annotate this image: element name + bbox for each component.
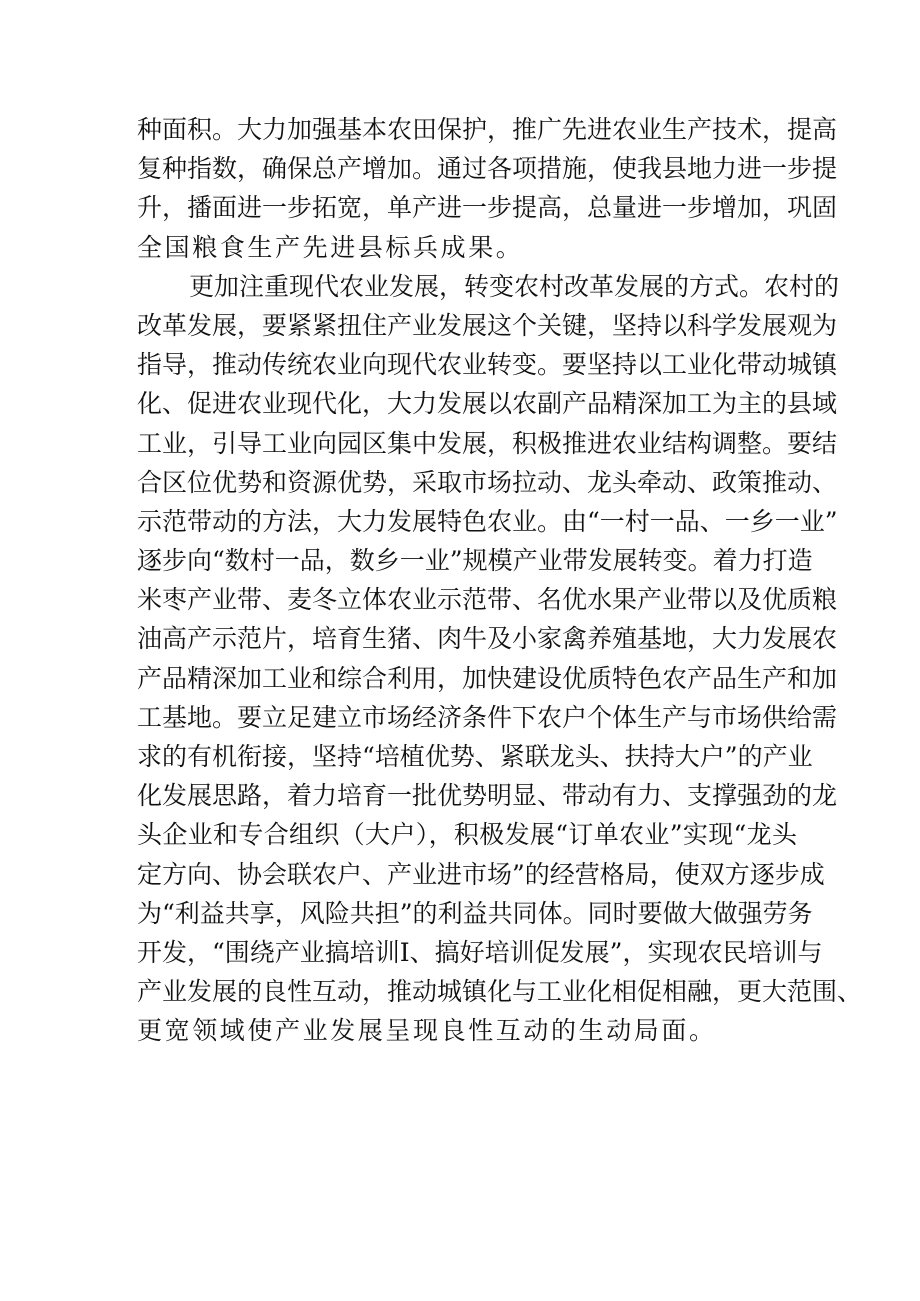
text-line: 化、促进农业现代化，大力发展以农副产品精深加工为主的县域 (137, 389, 838, 419)
text-line: 米枣产业带、麦冬立体农业示范带、名优水果产业带以及优质粮 (137, 585, 838, 615)
text-line: 定方向、协会联农户、产业进市场”的经营格局，使双方逐步成 (137, 859, 825, 889)
text-line: 产业发展的良性互动，推动城镇化与工业化相促相融，更大范围、 (137, 977, 863, 1007)
text-line: 化发展思路，着力培育一批优势明显、带动有力、支撑强劲的龙 (137, 781, 838, 811)
text-line: 改革发展，要紧紧扭住产业发展这个关键，坚持以科学发展观为 (137, 310, 838, 340)
text-line: 更宽领域使产业发展呈现良性互动的生动局面。 (137, 1016, 717, 1046)
text-line: 工基地。要立足建立市场经济条件下农户个体生产与市场供给需 (137, 702, 838, 732)
text-line: 开发，“围绕产业搞培训Ⅰ、搞好培训促发展”，实现农民培训与 (137, 937, 823, 967)
text-line: 指导，推动传统农业向现代农业转变。要坚持以工业化带动城镇 (137, 350, 838, 380)
text-line: 求的有机衔接，坚持“培植优势、紧联龙头、扶持大户”的产业 (137, 742, 813, 771)
text-line: 更加注重现代农业发展，转变农村改革发展的方式。农村的 (189, 271, 840, 301)
text-line: 合区位优势和资源优势，采取市场拉动、龙头牵动、政策推动、 (137, 467, 838, 497)
text-line: 油高产示范片，培育生猪、肉牛及小家禽养殖基地，大力发展农 (137, 624, 838, 654)
body-text (137, 110, 863, 1051)
text-line: 复种指数，确保总产增加。通过各项措施，使我县地力进一步提 (137, 154, 838, 184)
text-line: 产品精深加工业和综合利用，加快建设优质特色农产品生产和加 (137, 663, 838, 693)
text-line: 为“利益共享，风险共担”的利益共同体。同时要做大做强劳务 (137, 898, 813, 928)
text-line: 工业，引导工业向园区集中发展，积极推进农业结构调整。要结 (137, 428, 838, 458)
text-line: 逐步向“数村一品，数乡一业”规模产业带发展转变。着力打造 (137, 546, 813, 576)
text-line: 全国粮食生产先进县标兵成果。 (137, 232, 524, 262)
text-line: 头企业和专合组织（大户），积极发展“订单农业”实现“龙头 (137, 820, 797, 850)
text-line: 种面积。大力加强基本农田保护，推广先进农业生产技术，提高 (137, 115, 838, 144)
text-line: 升，播面进一步拓宽，单产进一步提高，总量进一步增加，巩固 (137, 193, 838, 223)
text-line: 示范带动的方法，大力发展特色农业。由“一村一品、一乡一业” (137, 506, 838, 536)
